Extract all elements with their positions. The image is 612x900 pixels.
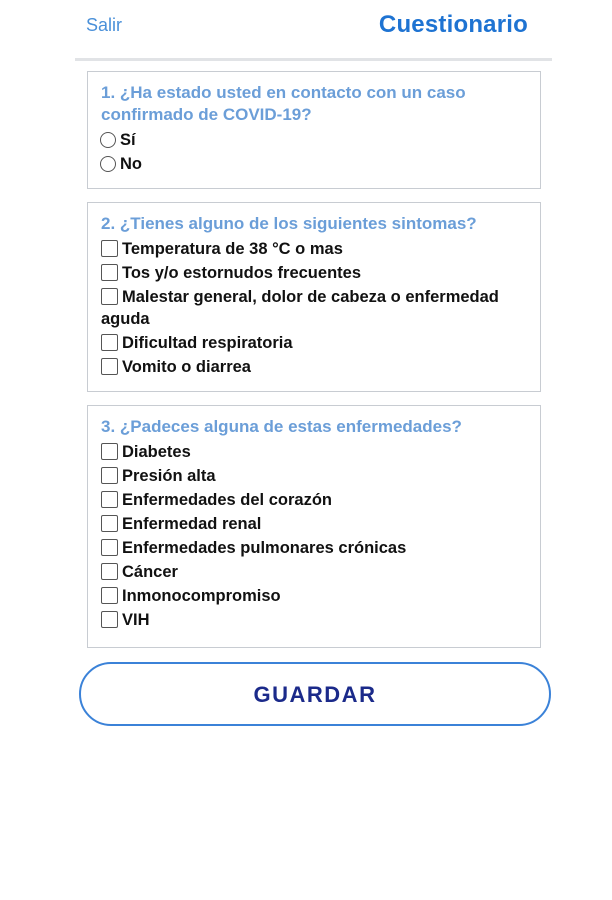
question-2-title: 2. ¿Tienes alguno de los siguientes sintomas? <box>101 214 477 233</box>
option-label: Presión alta <box>122 467 216 485</box>
page-title: Cuestionario <box>378 11 528 38</box>
q3-option-hiv[interactable] <box>101 608 528 632</box>
option-label: No <box>120 155 142 173</box>
q3-option-heart[interactable] <box>101 488 528 512</box>
checkbox[interactable] <box>101 515 118 532</box>
option-label: Enfermedad renal <box>122 515 262 533</box>
checkbox[interactable] <box>101 563 118 580</box>
option-label: Enfermedades pulmonares crónicas <box>122 539 407 557</box>
checkbox[interactable] <box>101 240 118 257</box>
question-card-3 <box>87 405 541 648</box>
checkbox[interactable] <box>101 611 118 628</box>
option-label: Vomito o diarrea <box>122 358 251 376</box>
question-3-title: 3. ¿Padeces alguna de estas enfermedades? <box>101 417 462 436</box>
save-button[interactable]: GUARDAR <box>79 662 551 726</box>
option-label: Tos y/o estornudos frecuentes <box>122 264 361 282</box>
q3-option-hypertension[interactable] <box>101 464 528 488</box>
checkbox[interactable] <box>101 264 118 281</box>
q2-option-cough[interactable] <box>101 261 528 285</box>
q3-option-renal[interactable] <box>101 512 528 536</box>
q3-option-cancer[interactable] <box>101 560 528 584</box>
q2-option-malaise[interactable] <box>101 285 528 331</box>
checkbox[interactable] <box>101 587 118 604</box>
option-label: Temperatura de 38 °C o mas <box>122 240 343 258</box>
option-label: Enfermedades del corazón <box>122 491 332 509</box>
q1-option-si[interactable] <box>100 128 528 152</box>
checkbox[interactable] <box>101 467 118 484</box>
q1-option-no[interactable] <box>100 152 528 176</box>
checkbox[interactable] <box>101 443 118 460</box>
exit-link[interactable]: Salir <box>86 15 123 35</box>
checkbox[interactable] <box>101 491 118 508</box>
option-label: VIH <box>122 611 150 629</box>
q3-option-diabetes[interactable] <box>101 440 528 464</box>
option-label: Cáncer <box>122 563 178 581</box>
option-label: Dificultad respiratoria <box>122 334 293 352</box>
question-card-2 <box>87 202 541 392</box>
checkbox[interactable] <box>101 334 118 351</box>
question-1-title: 1. ¿Ha estado usted en contacto con un caso confirmado de COVID-19? <box>101 83 466 124</box>
option-label: Sí <box>120 131 136 149</box>
header-divider <box>75 58 552 61</box>
q2-option-temperature[interactable] <box>101 237 528 261</box>
checkbox[interactable] <box>101 539 118 556</box>
header-bar <box>0 0 612 60</box>
option-label: Malestar general, dolor de cabeza o enfermedad aguda <box>101 288 499 328</box>
radio-button[interactable] <box>100 156 116 172</box>
checkbox[interactable] <box>101 358 118 375</box>
checkbox[interactable] <box>101 288 118 305</box>
q3-option-immunocompromise[interactable] <box>101 584 528 608</box>
q2-option-breathing[interactable] <box>101 331 528 355</box>
option-label: Inmonocompromiso <box>122 587 281 605</box>
q2-option-vomit[interactable] <box>101 355 528 379</box>
q3-option-pulmonary[interactable] <box>101 536 528 560</box>
radio-button[interactable] <box>100 132 116 148</box>
option-label: Diabetes <box>122 443 191 461</box>
question-card-1 <box>87 71 541 189</box>
